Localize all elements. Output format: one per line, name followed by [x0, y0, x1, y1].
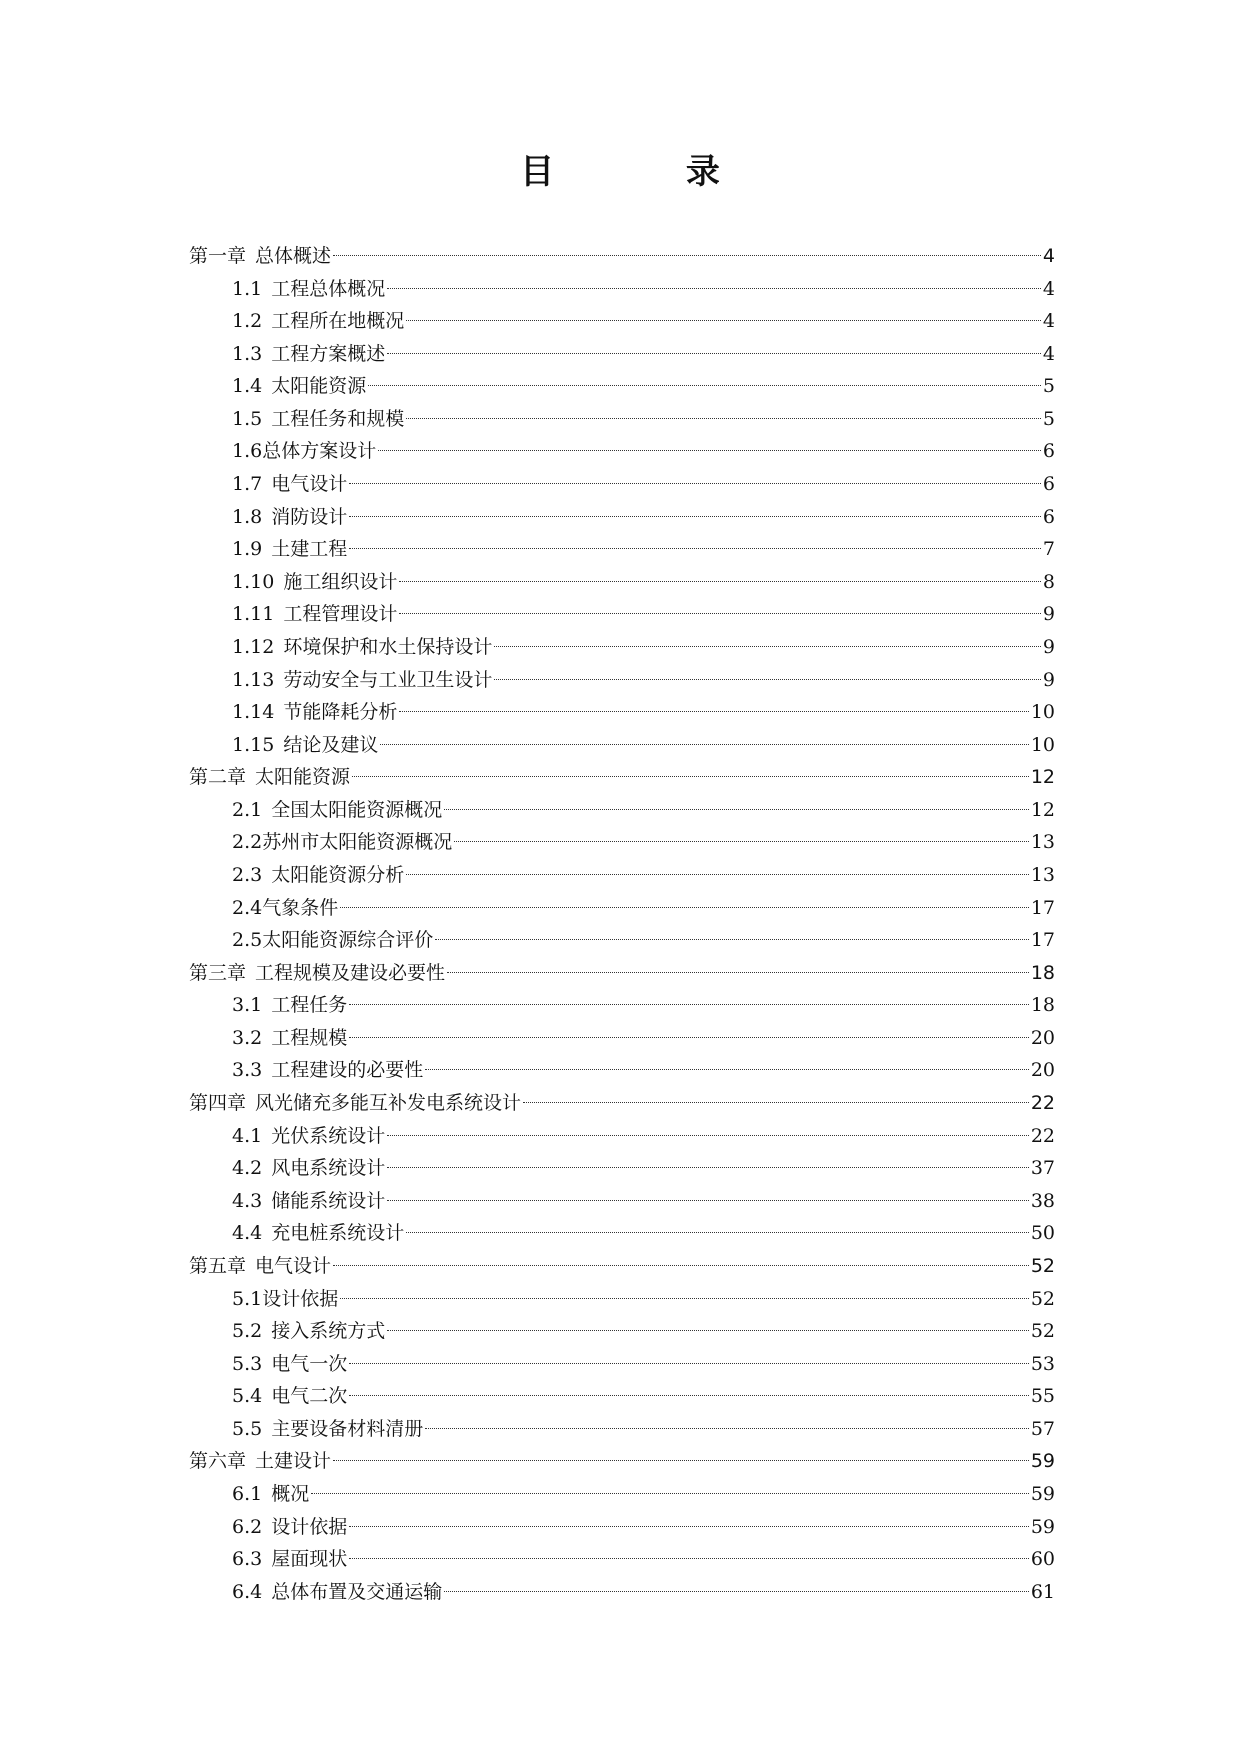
toc-page-number: 9	[1042, 635, 1055, 658]
toc-entry-number: 4.1	[232, 1124, 263, 1147]
toc-entry-title: 土建设计	[255, 1450, 332, 1473]
dot-leader	[333, 255, 1041, 256]
toc-entry-title: 工程管理设计	[283, 603, 398, 626]
toc-entry-title: 气象条件	[262, 896, 339, 919]
toc-entry-number: 2.5	[232, 929, 263, 952]
toc-chapter-entry[interactable]	[189, 957, 1055, 990]
toc-entry-label	[189, 957, 445, 990]
toc-entry-number: 第三章	[189, 961, 247, 984]
toc-entry-label	[232, 533, 347, 566]
toc-page-number: 57	[1030, 1417, 1055, 1440]
toc-entry-number: 1.3	[232, 342, 263, 365]
toc-section-entry[interactable]	[189, 1576, 1055, 1609]
toc-page-number: 17	[1030, 896, 1055, 919]
toc-chapter-entry[interactable]	[189, 1087, 1055, 1120]
toc-entry-label	[189, 1087, 521, 1120]
toc-entry-title: 电气一次	[271, 1352, 348, 1375]
dot-leader	[349, 548, 1041, 549]
toc-section-entry[interactable]	[189, 501, 1055, 534]
dot-leader	[399, 581, 1041, 582]
toc-entry-number: 4.3	[232, 1189, 263, 1212]
toc-page-number: 12	[1030, 798, 1055, 821]
toc-section-entry[interactable]	[189, 1152, 1055, 1185]
toc-entry-title: 节能降耗分析	[283, 701, 398, 724]
toc-entry-label	[232, 1348, 347, 1381]
toc-section-entry[interactable]	[189, 1478, 1055, 1511]
toc-entry-number: 5.3	[232, 1352, 263, 1375]
toc-page-number: 55	[1030, 1385, 1055, 1408]
toc-page-number: 18	[1030, 994, 1055, 1017]
toc-entry-label	[232, 696, 397, 729]
toc-page-number: 13	[1030, 831, 1055, 854]
toc-entry-title: 施工组织设计	[283, 570, 398, 593]
dot-leader	[387, 1135, 1029, 1136]
dot-leader	[406, 874, 1029, 875]
toc-entry-label	[232, 1380, 347, 1413]
toc-page-number: 20	[1030, 1026, 1055, 1049]
toc-entry-number: 1.2	[232, 310, 263, 333]
toc-entry-number: 1.10	[232, 570, 275, 593]
toc-entry-number: 第四章	[189, 1092, 247, 1115]
toc-section-entry[interactable]	[189, 305, 1055, 338]
toc-entry-label	[232, 305, 404, 338]
dot-leader	[387, 353, 1041, 354]
toc-section-entry[interactable]	[189, 1315, 1055, 1348]
toc-entry-number: 1.13	[232, 668, 275, 691]
toc-section-entry[interactable]	[189, 1054, 1055, 1087]
toc-entry-label	[232, 403, 404, 436]
toc-page-number: 38	[1030, 1189, 1055, 1212]
dot-leader	[387, 288, 1041, 289]
toc-section-entry[interactable]	[189, 533, 1055, 566]
toc-entry-title: 太阳能资源	[255, 766, 351, 789]
dot-leader	[340, 907, 1029, 908]
toc-entry-title: 电气设计	[255, 1254, 332, 1277]
toc-entry-label	[232, 370, 366, 403]
dot-leader	[425, 1069, 1029, 1070]
dot-leader	[399, 613, 1041, 614]
dot-leader	[349, 483, 1041, 484]
toc-entry-label	[232, 1185, 385, 1218]
toc-page-number: 12	[1030, 766, 1055, 789]
toc-entry-label	[232, 1413, 423, 1446]
dot-leader	[387, 1167, 1029, 1168]
dot-leader	[311, 1493, 1029, 1494]
toc-entry-number: 1.4	[232, 375, 263, 398]
toc-section-entry[interactable]	[189, 1413, 1055, 1446]
toc-entry-number: 1.9	[232, 538, 263, 561]
toc-page-number: 6	[1042, 440, 1055, 463]
toc-entry-title: 总体方案设计	[262, 440, 377, 463]
dot-leader	[447, 972, 1029, 973]
toc-section-entry[interactable]	[189, 729, 1055, 762]
toc-entry-title: 工程建设的必要性	[271, 1059, 424, 1082]
toc-section-entry[interactable]	[189, 664, 1055, 697]
dot-leader	[406, 1232, 1029, 1233]
toc-entry-number: 第六章	[189, 1450, 247, 1473]
toc-entry-number: 3.1	[232, 994, 263, 1017]
toc-entry-title: 工程任务和规模	[271, 407, 405, 430]
toc-entry-label	[232, 1120, 385, 1153]
toc-entry-title: 屋面现状	[271, 1548, 348, 1571]
toc-entry-label	[189, 761, 350, 794]
toc-section-entry[interactable]	[189, 924, 1055, 957]
toc-section-entry[interactable]	[189, 1022, 1055, 1055]
toc-section-entry[interactable]	[189, 1283, 1055, 1316]
dot-leader	[333, 1265, 1029, 1266]
toc-entry-title: 工程方案概述	[271, 342, 386, 365]
toc-entry-title: 主要设备材料清册	[271, 1417, 424, 1440]
toc-entry-number: 1.12	[232, 635, 275, 658]
dot-leader	[349, 1558, 1029, 1559]
toc-entry-number: 4.4	[232, 1222, 263, 1245]
dot-leader	[444, 1591, 1029, 1592]
toc-entry-number: 1.14	[232, 701, 275, 724]
dot-leader	[494, 646, 1041, 647]
toc-entry-label	[189, 1250, 331, 1283]
dot-leader	[387, 1200, 1029, 1201]
toc-section-entry[interactable]	[189, 826, 1055, 859]
dot-leader	[435, 939, 1029, 940]
toc-entry-number: 2.4	[232, 896, 263, 919]
toc-page-number: 52	[1030, 1320, 1055, 1343]
toc-entry-label	[232, 598, 397, 631]
toc-page-number: 10	[1030, 701, 1055, 724]
toc-section-entry[interactable]	[189, 989, 1055, 1022]
toc-entry-label	[232, 1152, 385, 1185]
toc-entry-label	[189, 240, 331, 273]
dot-leader	[444, 809, 1029, 810]
toc-entry-title: 劳动安全与工业卫生设计	[283, 668, 493, 691]
toc-page-number: 17	[1030, 929, 1055, 952]
toc-entry-label	[232, 892, 338, 925]
toc-entry-label	[232, 1283, 338, 1316]
toc-page-number: 20	[1030, 1059, 1055, 1082]
dot-leader	[333, 1460, 1029, 1461]
toc-entry-number: 3.2	[232, 1026, 263, 1049]
toc-section-entry[interactable]	[189, 696, 1055, 729]
toc-entry-title: 全国太阳能资源概况	[271, 798, 443, 821]
toc-entry-number: 3.3	[232, 1059, 263, 1082]
toc-entry-label	[232, 1576, 442, 1609]
toc-entry-number: 6.1	[232, 1482, 263, 1505]
toc-section-entry[interactable]	[189, 1543, 1055, 1576]
toc-entry-title: 风电系统设计	[271, 1157, 386, 1180]
toc-entry-number: 1.7	[232, 473, 263, 496]
toc-entry-title: 苏州市太阳能资源概况	[262, 831, 453, 854]
toc-chapter-entry[interactable]	[189, 761, 1055, 794]
toc-entry-title: 太阳能资源分析	[271, 863, 405, 886]
toc-entry-title: 储能系统设计	[271, 1189, 386, 1212]
toc-entry-title: 结论及建议	[283, 733, 379, 756]
toc-entry-label	[232, 566, 397, 599]
toc-entry-label	[232, 1478, 309, 1511]
dot-leader	[349, 1363, 1029, 1364]
toc-page-number: 8	[1042, 570, 1055, 593]
dot-leader	[387, 1330, 1029, 1331]
dot-leader	[399, 711, 1028, 712]
toc-entry-label	[232, 468, 347, 501]
toc-page-number: 60	[1030, 1548, 1055, 1571]
dot-leader	[406, 320, 1041, 321]
toc-section-entry[interactable]	[189, 338, 1055, 371]
toc-entry-label	[232, 989, 347, 1022]
toc-section-entry[interactable]	[189, 1348, 1055, 1381]
toc-entry-number: 1.5	[232, 407, 263, 430]
toc-entry-label	[232, 435, 376, 468]
toc-entry-label	[232, 631, 492, 664]
dot-leader	[349, 1004, 1029, 1005]
toc-page-number: 50	[1030, 1222, 1055, 1245]
toc-section-entry[interactable]	[189, 403, 1055, 436]
toc-entry-title: 光伏系统设计	[271, 1124, 386, 1147]
toc-entry-number: 6.2	[232, 1515, 263, 1538]
toc-entry-label	[232, 664, 492, 697]
dot-leader	[340, 1298, 1029, 1299]
table-of-contents	[189, 240, 1055, 1608]
toc-section-entry[interactable]	[189, 794, 1055, 827]
toc-entry-label	[232, 826, 452, 859]
toc-entry-number: 4.2	[232, 1157, 263, 1180]
toc-page-number: 59	[1030, 1482, 1055, 1505]
toc-page-number: 9	[1042, 668, 1055, 691]
toc-entry-title: 设计依据	[262, 1287, 339, 1310]
toc-page-number: 59	[1030, 1515, 1055, 1538]
toc-entry-label	[232, 273, 385, 306]
dot-leader	[349, 1037, 1029, 1038]
toc-entry-number: 6.3	[232, 1548, 263, 1571]
toc-section-entry[interactable]	[189, 1185, 1055, 1218]
toc-entry-title: 工程任务	[271, 994, 348, 1017]
toc-chapter-entry[interactable]	[189, 1445, 1055, 1478]
dot-leader	[378, 450, 1041, 451]
toc-entry-number: 5.5	[232, 1417, 263, 1440]
toc-page-number: 6	[1042, 473, 1055, 496]
toc-entry-title: 工程所在地概况	[271, 310, 405, 333]
dot-leader	[454, 841, 1029, 842]
toc-page-number: 52	[1030, 1287, 1055, 1310]
dot-leader	[349, 516, 1041, 517]
toc-page-number: 61	[1030, 1580, 1055, 1603]
toc-page-number: 4	[1042, 245, 1055, 267]
toc-entry-number: 1.8	[232, 505, 263, 528]
toc-entry-label	[189, 1445, 331, 1478]
toc-entry-title: 概况	[271, 1482, 310, 1505]
toc-entry-label	[232, 501, 347, 534]
toc-page-number: 22	[1030, 1124, 1055, 1147]
toc-entry-label	[232, 729, 378, 762]
toc-section-entry[interactable]	[189, 468, 1055, 501]
toc-entry-title: 风光储充多能互补发电系统设计	[255, 1092, 522, 1115]
toc-section-entry[interactable]	[189, 273, 1055, 306]
toc-entry-title: 电气二次	[271, 1385, 348, 1408]
toc-section-entry[interactable]	[189, 598, 1055, 631]
toc-page-number: 18	[1030, 961, 1055, 984]
dot-leader	[523, 1102, 1029, 1103]
toc-entry-number: 6.4	[232, 1580, 263, 1603]
toc-entry-title: 设计依据	[271, 1515, 348, 1538]
toc-entry-number: 2.3	[232, 863, 263, 886]
dot-leader	[494, 679, 1041, 680]
dot-leader	[368, 385, 1041, 386]
toc-entry-label	[232, 924, 433, 957]
toc-section-entry[interactable]	[189, 566, 1055, 599]
toc-entry-title: 太阳能资源综合评价	[262, 929, 434, 952]
toc-entry-number: 1.15	[232, 733, 275, 756]
toc-entry-title: 工程规模	[271, 1026, 348, 1049]
toc-entry-title: 工程总体概况	[271, 277, 386, 300]
dot-leader	[352, 776, 1029, 777]
toc-section-entry[interactable]	[189, 859, 1055, 892]
dot-leader	[349, 1395, 1029, 1396]
toc-entry-label	[232, 1315, 385, 1348]
toc-page-number: 7	[1042, 538, 1055, 561]
toc-page-number: 37	[1030, 1157, 1055, 1180]
toc-entry-title: 消防设计	[271, 505, 348, 528]
toc-entry-number: 5.4	[232, 1385, 263, 1408]
toc-page-number: 4	[1042, 310, 1055, 333]
toc-entry-label	[232, 338, 385, 371]
toc-entry-number: 第二章	[189, 766, 247, 789]
page-title: 目 录	[520, 152, 780, 192]
toc-entry-number: 1.6	[232, 440, 263, 463]
dot-leader	[349, 1526, 1029, 1527]
toc-entry-number: 第一章	[189, 245, 247, 267]
toc-entry-label	[232, 1217, 404, 1250]
toc-entry-number: 1.11	[232, 603, 275, 626]
toc-page-number: 59	[1030, 1450, 1055, 1473]
dot-leader	[425, 1428, 1029, 1429]
toc-page-number: 22	[1030, 1092, 1055, 1115]
toc-section-entry[interactable]	[189, 370, 1055, 403]
toc-entry-title: 充电桩系统设计	[271, 1222, 405, 1245]
toc-section-entry[interactable]	[189, 1120, 1055, 1153]
toc-entry-label	[232, 1022, 347, 1055]
toc-entry-label	[232, 859, 404, 892]
toc-entry-title: 总体布置及交通运输	[271, 1580, 443, 1603]
toc-entry-label	[232, 1543, 347, 1576]
dot-leader	[380, 744, 1028, 745]
toc-page-number: 5	[1042, 407, 1055, 430]
toc-entry-title: 工程规模及建设必要性	[255, 961, 446, 984]
toc-section-entry[interactable]	[189, 1217, 1055, 1250]
toc-entry-number: 第五章	[189, 1254, 247, 1277]
toc-entry-label	[232, 1054, 423, 1087]
toc-entry-number: 2.1	[232, 798, 263, 821]
dot-leader	[406, 418, 1041, 419]
toc-section-entry[interactable]	[189, 435, 1055, 468]
toc-entry-number: 5.2	[232, 1320, 263, 1343]
toc-page-number: 5	[1042, 375, 1055, 398]
toc-page-number: 4	[1042, 342, 1055, 365]
toc-entry-title: 电气设计	[271, 473, 348, 496]
toc-entry-title: 土建工程	[271, 538, 348, 561]
toc-page-number: 53	[1030, 1352, 1055, 1375]
toc-section-entry[interactable]	[189, 631, 1055, 664]
toc-page-number: 6	[1042, 505, 1055, 528]
toc-entry-title: 总体概述	[255, 245, 332, 267]
toc-entry-label	[232, 1511, 347, 1544]
toc-section-entry[interactable]	[189, 1380, 1055, 1413]
toc-entry-title: 太阳能资源	[271, 375, 367, 398]
toc-section-entry[interactable]	[189, 892, 1055, 925]
toc-page-number: 52	[1030, 1254, 1055, 1277]
toc-chapter-entry[interactable]	[189, 240, 1055, 273]
toc-entry-label	[232, 794, 442, 827]
toc-page-number: 9	[1042, 603, 1055, 626]
toc-page-number: 4	[1042, 277, 1055, 300]
toc-page-number: 13	[1030, 863, 1055, 886]
toc-chapter-entry[interactable]	[189, 1250, 1055, 1283]
toc-page-number: 10	[1030, 733, 1055, 756]
toc-entry-number: 5.1	[232, 1287, 263, 1310]
toc-section-entry[interactable]	[189, 1511, 1055, 1544]
toc-entry-title: 接入系统方式	[271, 1320, 386, 1343]
toc-entry-title: 环境保护和水土保持设计	[283, 635, 493, 658]
toc-entry-number: 2.2	[232, 831, 263, 854]
toc-entry-number: 1.1	[232, 277, 263, 300]
